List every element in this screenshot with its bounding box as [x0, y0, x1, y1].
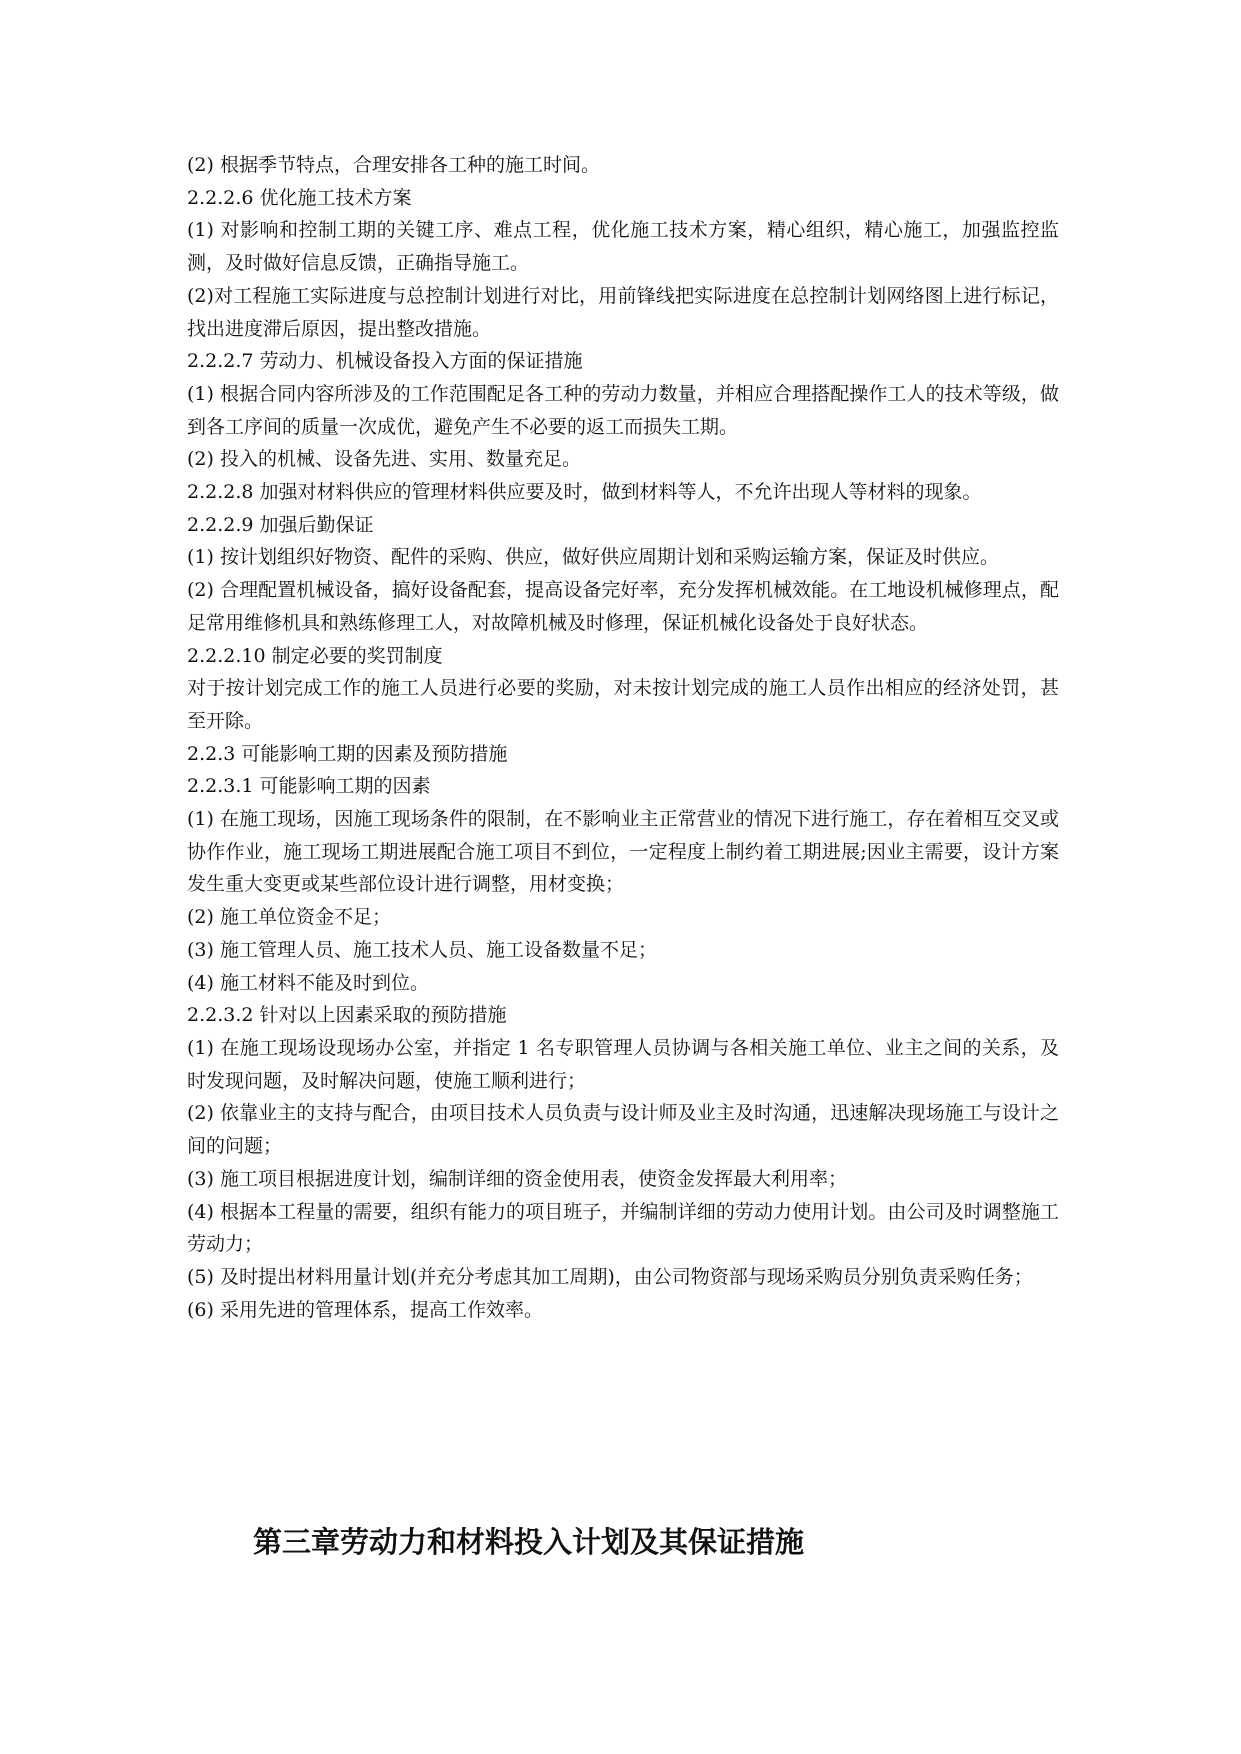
paragraph: (1) 根据合同内容所涉及的工作范围配足各工种的劳动力数量，并相应合理搭配操作工人的技术等级，做到各工序间的质量一次成优，避免产生不必要的返工而损失工期。 — [187, 382, 1059, 438]
section-heading: 2.2.3.1 可能影响工期的因素 — [187, 775, 431, 798]
section-heading: 2.2.2.8 加强对材料供应的管理材料供应要及时，做到材料等人，不允许出现人等材料的现象。 — [187, 481, 982, 504]
paragraph: (3) 施工项目根据进度计划，编制详细的资金使用表，使资金发挥最大利用率； — [187, 1167, 847, 1190]
paragraph: (2)对工程施工实际进度与总控制计划进行对比，用前锋线把实际进度在总控制计划网络图上进行标记，找出进度滞后原因，提出整改措施。 — [187, 284, 1059, 340]
paragraph: (1) 在施工现场，因施工现场条件的限制，在不影响业主正常营业的情况下进行施工，存在着相互交叉或协作作业，施工现场工期进展配合施工项目不到位，一定程度上制约着工期进展;因业主需要，设计方案发生重大变更或某些部位设计进行调整，用材变换； — [187, 808, 1059, 896]
paragraph: (2) 合理配置机械设备，搞好设备配套，提高设备完好率，充分发挥机械效能。在工地设机械修理点，配足常用维修机具和熟练修理工人，对故障机械及时修理，保证机械化设备处于良好状态。 — [187, 579, 1059, 634]
section-heading: 2.2.2.10 制定必要的奖罚制度 — [187, 644, 443, 667]
paragraph: (2) 投入的机械、设备先进、实用、数量充足。 — [187, 448, 581, 471]
body-text — [187, 149, 1059, 1326]
paragraph: (1) 对影响和控制工期的关键工序、难点工程，优化施工技术方案，精心组织，精心施工，加强监控监测，及时做好信息反馈，正确指导施工。 — [187, 219, 1059, 275]
paragraph: (6) 采用先进的管理体系，提高工作效率。 — [187, 1298, 543, 1321]
paragraph: (4) 施工材料不能及时到位。 — [187, 971, 429, 994]
paragraph: (5) 及时提出材料用量计划(并充分考虑其加工周期)，由公司物资部与现场采购员分别负责采购任务； — [187, 1265, 1033, 1288]
paragraph: (2) 依靠业主的支持与配合，由项目技术人员负责与设计师及业主及时沟通，迅速解决现场施工与设计之间的问题； — [187, 1102, 1059, 1158]
paragraph: (4) 根据本工程量的需要，组织有能力的项目班子，并编制详细的劳动力使用计划。由公司及时调整施工劳动力； — [187, 1200, 1059, 1256]
paragraph: 对于按计划完成工作的施工人员进行必要的奖励，对未按计划完成的施工人员作出相应的经济处罚，甚至开除。 — [187, 677, 1059, 732]
paragraph: (2) 施工单位资金不足； — [187, 906, 391, 929]
section-heading: 2.2.3 可能影响工期的因素及预防措施 — [187, 742, 508, 765]
paragraph: (2) 根据季节特点，合理安排各工种的施工时间。 — [187, 154, 600, 176]
paragraph: (3) 施工管理人员、施工技术人员、施工设备数量不足； — [187, 938, 657, 961]
section-heading: 2.2.3.2 针对以上因素采取的预防措施 — [187, 1004, 507, 1027]
section-heading: 2.2.2.9 加强后勤保证 — [187, 513, 374, 536]
chapter-title: 第三章劳动力和材料投入计划及其保证措施 — [253, 1525, 805, 1559]
paragraph: (1) 在施工现场设现场办公室，并指定 1 名专职管理人员协调与各相关施工单位、业主之间的关系，及时发现问题，及时解决问题，使施工顺利进行； — [187, 1036, 1059, 1092]
section-heading: 2.2.2.7 劳动力、机械设备投入方面的保证措施 — [187, 350, 583, 373]
paragraph: (1) 按计划组织好物资、配件的采购、供应，做好供应周期计划和采购运输方案，保证及时供应。 — [187, 546, 999, 569]
section-heading: 2.2.2.6 优化施工技术方案 — [187, 186, 412, 209]
